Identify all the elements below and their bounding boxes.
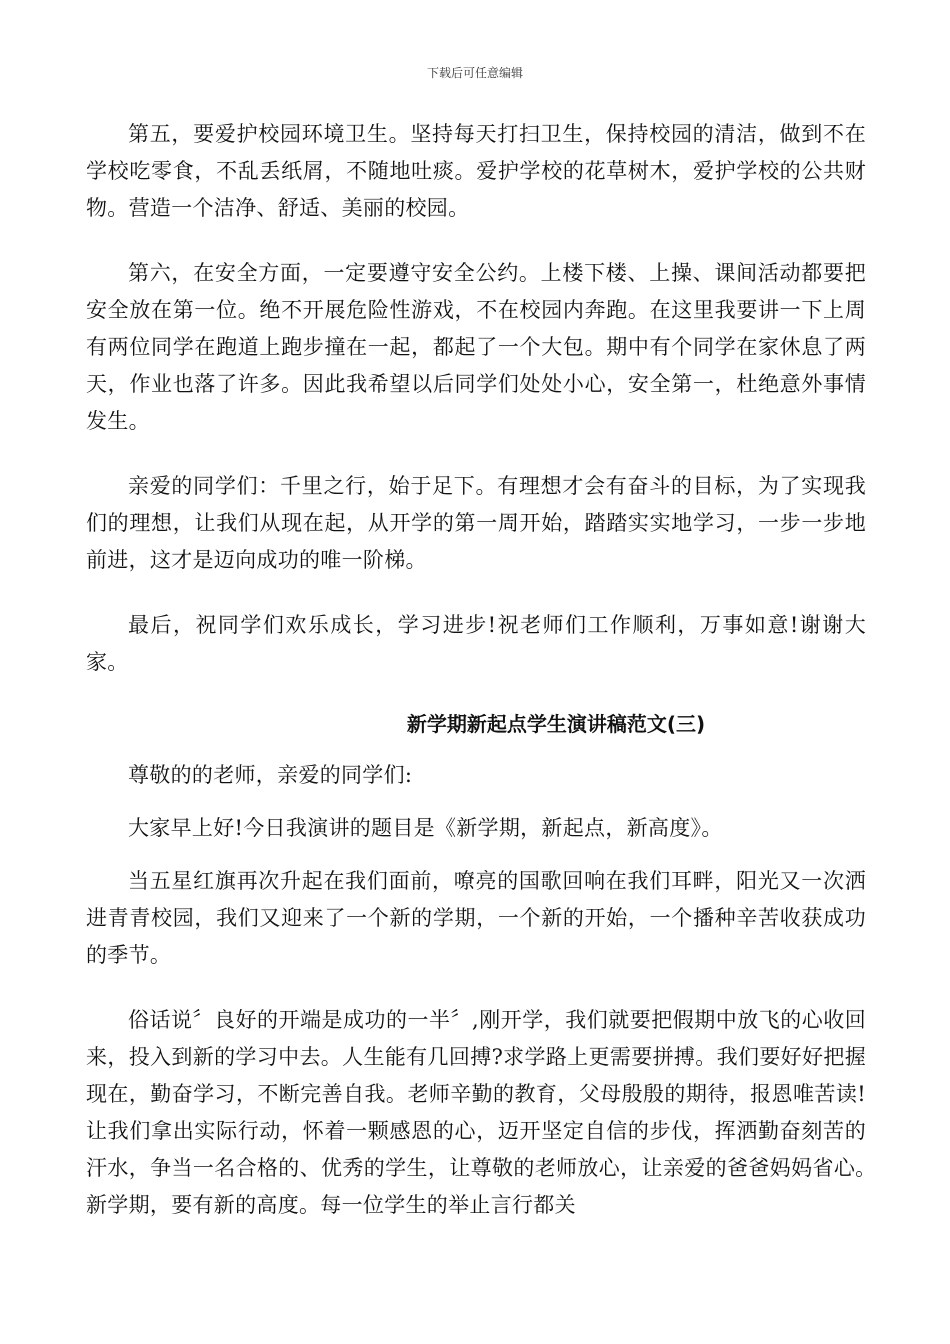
paragraph-salutation: 尊敬的的老师，亲爱的同学们: xyxy=(128,763,413,787)
page-header-note: 下载后可任意编辑 xyxy=(426,66,523,80)
paragraph-flag-raising: 当五星红旗再次升起在我们面前，嘹亮的国歌回响在我们耳畔，阳光又一次洒进青青校园，我们又迎来了一个新的学期，一个新的开始，一个播种辛苦收获成功的季节。 xyxy=(86,869,866,967)
section-title: 新学期新起点学生演讲稿范文(三) xyxy=(406,712,706,736)
paragraph-greeting: 大家早上好!今日我演讲的题目是《新学期，新起点，新高度》。 xyxy=(128,816,723,840)
paragraph-dear-students: 亲爱的同学们：千里之行，始于足下。有理想才会有奋斗的目标，为了实现我们的理想，让我们从现在起，从开学的第一周开始，踏踏实实地学习，一步一步地前进，这才是迈向成功的唯一阶梯。 xyxy=(86,474,866,572)
paragraph-fifth-point: 第五，要爱护校园环境卫生。坚持每天打扫卫生，保持校园的清洁，做到不在学校吃零食，不乱丢纸屑，不随地吐痰。爱护学校的花草树木，爱护学校的公共财物。营造一个洁净、舒适、美丽的校园。 xyxy=(86,122,866,220)
paragraph-closing-wishes: 最后，祝同学们欢乐成长，学习进步!祝老师们工作顺利，万事如意!谢谢大家。 xyxy=(86,613,866,674)
document-body xyxy=(86,116,888,1252)
paragraph-sixth-point: 第六，在安全方面，一定要遵守安全公约。上楼下楼、上操、课间活动都要把安全放在第一位。绝不开展危险性游戏，不在校园内奔跑。在这里我要讲一下上周有两位同学在跑道上跑步撞在一起，都起了一个大包。期中有个同学在家休息了两天，作业也落了许多。因此我希望以后同学们处处小心，安全第一，杜绝意外事情发生。 xyxy=(86,261,866,433)
paragraph-good-start: 俗话说〞良好的开端是成功的一半〞,刚开学，我们就要把假期中放飞的心收回来，投入到新的学习中去。人生能有几回搏?求学路上更需要拼搏。我们要好好把握现在，勤奋学习，不断完善自我。老师辛勤的教育，父母殷殷的期待，报恩唯苦读!让我们拿出实际行动，怀着一颗感恩的心，迈开坚定自信的步伐，挥洒勤奋刻苦的汗水，争当一名合格的、优秀的学生，让尊敬的老师放心，让亲爱的爸爸妈妈省心。 新学期，要有新的高度。每一位学生的举止言行都关 xyxy=(86,1008,888,1217)
